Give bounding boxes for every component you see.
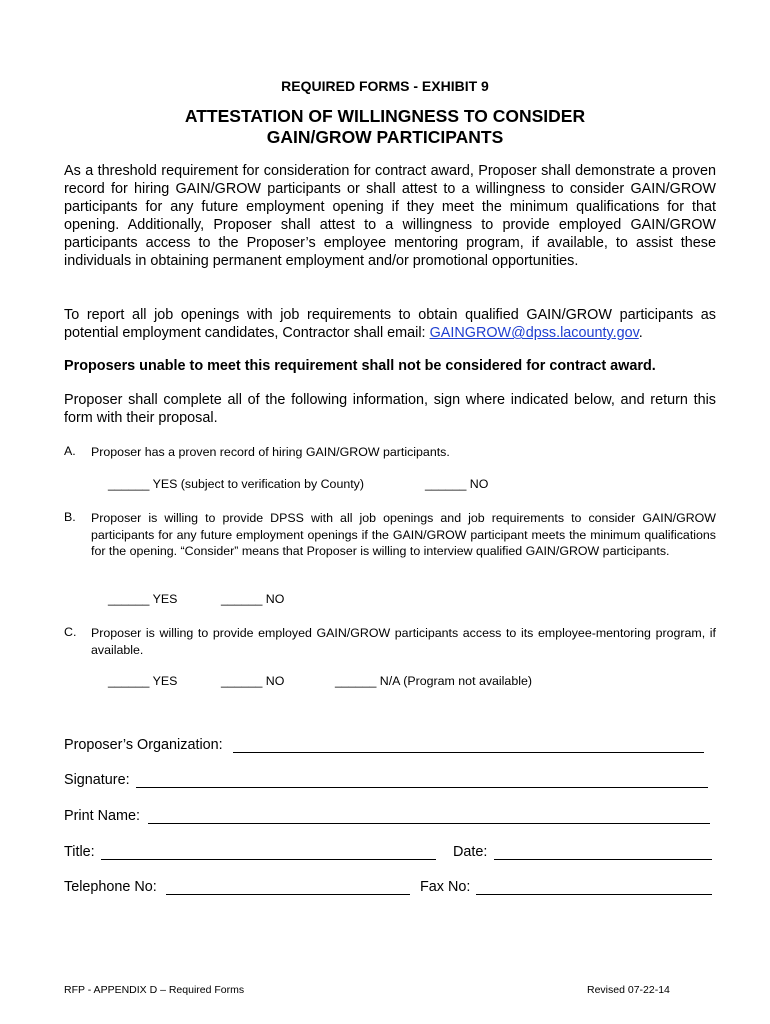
exhibit-heading: REQUIRED FORMS - EXHIBIT 9 xyxy=(281,78,489,94)
fax-field[interactable] xyxy=(476,894,712,895)
signature-field[interactable] xyxy=(136,787,708,788)
item-c-na-option[interactable]: ______ N/A (Program not available) xyxy=(335,674,532,688)
date-label: Date: xyxy=(453,844,488,860)
footer-right: Revised 07-22-14 xyxy=(587,984,670,996)
item-b-text: Proposer is willing to provide DPSS with all job openings and job requirements to consider GAIN/GROW participants for any future employment openings if the GAIN/GROW participant meets the minimum qualifications for the opening. “Consider” means that Proposer is willing to interview qualified GAIN/GROW participants. xyxy=(91,511,716,558)
item-c-yes-option[interactable]: ______ YES xyxy=(108,674,178,688)
item-a-text: Proposer has a proven record of hiring GAIN/GROW participants. xyxy=(91,445,450,459)
reporting-period: . xyxy=(638,325,643,341)
item-a-letter: A. xyxy=(64,444,76,458)
item-b-no-option[interactable]: ______ NO xyxy=(221,592,285,606)
reporting-paragraph xyxy=(64,306,716,342)
signature-label: Signature: xyxy=(64,772,130,788)
title-label: Title: xyxy=(64,844,95,860)
print-name-label: Print Name: xyxy=(64,808,140,824)
organization-label: Proposer’s Organization: xyxy=(64,737,223,753)
reporting-text: To report all job openings with job requirements to obtain qualified GAIN/GROW participants as potential employment candidates, Contractor shall email: xyxy=(64,307,716,341)
title-line-2: GAIN/GROW PARTICIPANTS xyxy=(266,127,504,147)
title-line-1: ATTESTATION OF WILLINGNESS TO CONSIDER xyxy=(184,106,586,126)
telephone-field[interactable] xyxy=(166,894,410,895)
footer-left: RFP - APPENDIX D – Required Forms xyxy=(64,984,245,996)
organization-field[interactable] xyxy=(233,752,704,753)
page-title xyxy=(0,106,770,148)
item-c-no-option[interactable]: ______ NO xyxy=(221,674,285,688)
email-link[interactable]: GAINGROW@dpss.lacounty.gov xyxy=(429,325,639,341)
instructions-paragraph: Proposer shall complete all of the following information, sign where indicated below, and return this form with their proposal. xyxy=(64,392,716,426)
threshold-paragraph: As a threshold requirement for consideration for contract award, Proposer shall demonstrate a proven record for hiring GAIN/GROW participants or shall attest to a willingness to consider GAIN/GROW participants for any future employment opening if they meet the minimum qualifications for that opening. Additionally, Proposer shall attest to a willingness to provide employed GAIN/GROW participants access to the Proposer’s employee mentoring program, if available, to assist these individuals in obtaining permanent employment and/or promotional opportunities. xyxy=(64,163,716,269)
item-b-letter: B. xyxy=(64,510,76,524)
item-a-yes-option[interactable]: ______ YES (subject to verification by County) xyxy=(108,477,364,491)
telephone-label: Telephone No: xyxy=(64,879,157,895)
requirement-warning: Proposers unable to meet this requirement shall not be considered for contract award. xyxy=(64,358,656,374)
item-b-yes-option[interactable]: ______ YES xyxy=(108,592,178,606)
item-a-no-option[interactable]: ______ NO xyxy=(425,477,489,491)
print-name-field[interactable] xyxy=(148,823,710,824)
fax-label: Fax No: xyxy=(420,879,471,895)
item-c-letter: C. xyxy=(64,625,77,639)
title-field[interactable] xyxy=(101,859,436,860)
item-c-text: Proposer is willing to provide employed GAIN/GROW participants access to its employee-mentoring program, if available. xyxy=(91,626,716,657)
date-field[interactable] xyxy=(494,859,712,860)
